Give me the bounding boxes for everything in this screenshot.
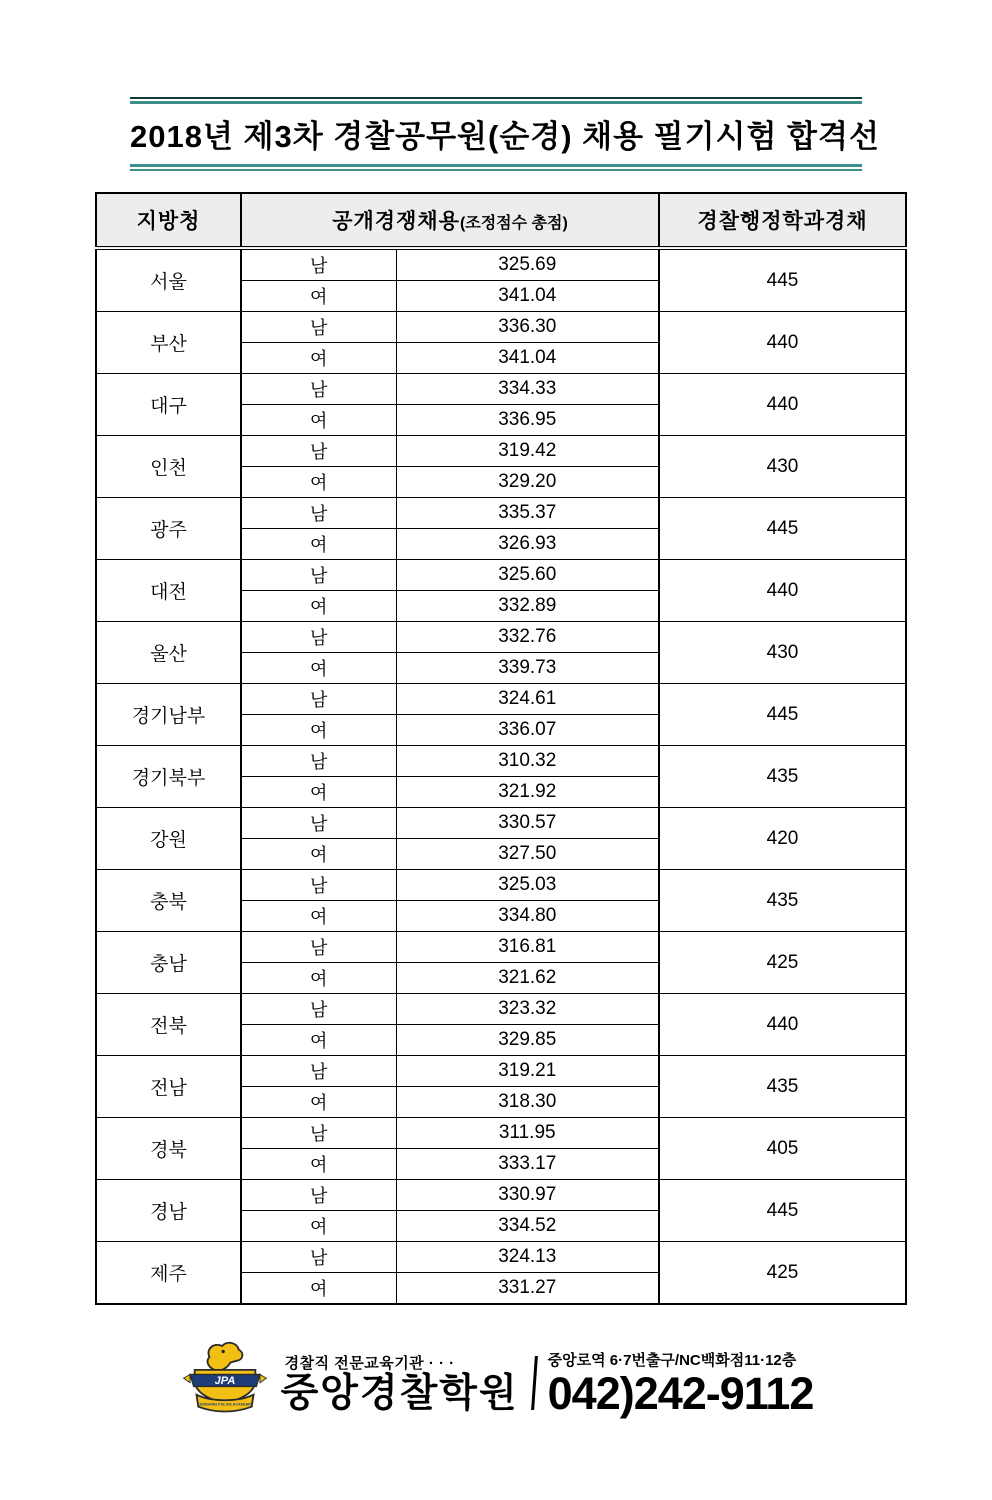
gender-female-cell: 여 bbox=[241, 715, 396, 746]
page-title: 2018년 제3차 경찰공무원(순경) 채용 필기시험 합격선 bbox=[130, 119, 880, 154]
admin-score-cell: 425 bbox=[659, 1242, 906, 1305]
male-score-cell: 324.13 bbox=[396, 1242, 659, 1273]
admin-score-cell: 435 bbox=[659, 746, 906, 808]
male-score-cell: 334.33 bbox=[396, 374, 659, 405]
admin-score-cell: 445 bbox=[659, 1180, 906, 1242]
gender-female-cell: 여 bbox=[241, 591, 396, 622]
footer-tagline: 경찰직 전문교육기관 · · · bbox=[284, 1354, 455, 1372]
header-open-recruit bbox=[241, 193, 659, 248]
female-score-cell: 334.52 bbox=[396, 1211, 659, 1242]
gender-male-cell: 남 bbox=[241, 312, 396, 343]
admin-score-cell: 445 bbox=[659, 684, 906, 746]
female-score-cell: 341.04 bbox=[396, 343, 659, 374]
male-score-cell: 330.97 bbox=[396, 1180, 659, 1211]
region-cell: 제주 bbox=[96, 1242, 241, 1305]
table-row bbox=[96, 498, 906, 529]
contact-block bbox=[547, 1349, 814, 1419]
region-cell: 대구 bbox=[96, 374, 241, 436]
male-score-cell: 336.30 bbox=[396, 312, 659, 343]
academy-name: 중앙경찰학원 bbox=[280, 1371, 519, 1415]
table-row bbox=[96, 1242, 906, 1273]
male-score-cell: 319.42 bbox=[396, 436, 659, 467]
male-score-cell: 316.81 bbox=[396, 932, 659, 963]
title-banner bbox=[130, 97, 880, 171]
female-score-cell: 332.89 bbox=[396, 591, 659, 622]
gender-male-cell: 남 bbox=[241, 560, 396, 591]
female-score-cell: 339.73 bbox=[396, 653, 659, 684]
male-score-cell: 319.21 bbox=[396, 1056, 659, 1087]
region-cell: 서울 bbox=[96, 248, 241, 312]
female-score-cell: 321.92 bbox=[396, 777, 659, 808]
gender-female-cell: 여 bbox=[241, 1149, 396, 1180]
male-score-cell: 325.69 bbox=[396, 248, 659, 281]
female-score-cell: 329.20 bbox=[396, 467, 659, 498]
female-score-cell: 334.80 bbox=[396, 901, 659, 932]
table-row bbox=[96, 684, 906, 715]
gender-female-cell: 여 bbox=[241, 1025, 396, 1056]
table-row bbox=[96, 622, 906, 653]
gender-male-cell: 남 bbox=[241, 1056, 396, 1087]
pass-score-table bbox=[95, 192, 907, 1305]
female-score-cell: 331.27 bbox=[396, 1273, 659, 1305]
document-page bbox=[0, 97, 992, 1500]
table-header-row bbox=[96, 193, 906, 248]
gender-male-cell: 남 bbox=[241, 622, 396, 653]
gender-female-cell: 여 bbox=[241, 529, 396, 560]
gender-male-cell: 남 bbox=[241, 746, 396, 777]
admin-score-cell: 440 bbox=[659, 994, 906, 1056]
logo-ribbon-text: JUNGANG POLICE ACADEMY bbox=[198, 1402, 251, 1407]
header-open-recruit-main: 공개경쟁채용 bbox=[332, 210, 460, 233]
admin-score-cell: 435 bbox=[659, 1056, 906, 1118]
male-score-cell: 325.60 bbox=[396, 560, 659, 591]
footer-phone: 042)242-9112 bbox=[547, 1368, 814, 1419]
title-rule-bottom-thin bbox=[130, 169, 862, 171]
female-score-cell: 336.95 bbox=[396, 405, 659, 436]
male-score-cell: 311.95 bbox=[396, 1118, 659, 1149]
region-cell: 경기남부 bbox=[96, 684, 241, 746]
table-row bbox=[96, 436, 906, 467]
male-score-cell: 332.76 bbox=[396, 622, 659, 653]
female-score-cell: 333.17 bbox=[396, 1149, 659, 1180]
eagle-head-icon bbox=[207, 1343, 242, 1371]
female-score-cell: 326.93 bbox=[396, 529, 659, 560]
brand-block bbox=[281, 1352, 519, 1414]
gender-male-cell: 남 bbox=[241, 498, 396, 529]
logo-monogram: JPA bbox=[214, 1375, 235, 1388]
gender-female-cell: 여 bbox=[241, 405, 396, 436]
region-cell: 강원 bbox=[96, 808, 241, 870]
admin-score-cell: 430 bbox=[659, 436, 906, 498]
table-row bbox=[96, 870, 906, 901]
gender-male-cell: 남 bbox=[241, 870, 396, 901]
table-row bbox=[96, 746, 906, 777]
region-cell: 인천 bbox=[96, 436, 241, 498]
gender-male-cell: 남 bbox=[241, 932, 396, 963]
region-cell: 경북 bbox=[96, 1118, 241, 1180]
gender-female-cell: 여 bbox=[241, 1087, 396, 1118]
table-row bbox=[96, 932, 906, 963]
table-row bbox=[96, 808, 906, 839]
title-rule-top-thin bbox=[130, 97, 862, 99]
gender-female-cell: 여 bbox=[241, 467, 396, 498]
gender-female-cell: 여 bbox=[241, 281, 396, 312]
footer-divider bbox=[531, 1356, 538, 1410]
male-score-cell: 330.57 bbox=[396, 808, 659, 839]
region-cell: 충북 bbox=[96, 870, 241, 932]
region-cell: 대전 bbox=[96, 560, 241, 622]
male-score-cell: 325.03 bbox=[396, 870, 659, 901]
gender-male-cell: 남 bbox=[241, 1118, 396, 1149]
footer bbox=[0, 1341, 992, 1424]
gender-female-cell: 여 bbox=[241, 343, 396, 374]
gender-male-cell: 남 bbox=[241, 808, 396, 839]
gender-male-cell: 남 bbox=[241, 436, 396, 467]
gender-female-cell: 여 bbox=[241, 653, 396, 684]
gender-female-cell: 여 bbox=[241, 839, 396, 870]
gender-female-cell: 여 bbox=[241, 1211, 396, 1242]
admin-score-cell: 440 bbox=[659, 312, 906, 374]
admin-score-cell: 440 bbox=[659, 560, 906, 622]
jpa-logo bbox=[179, 1341, 271, 1424]
female-score-cell: 341.04 bbox=[396, 281, 659, 312]
table-body bbox=[96, 248, 906, 1304]
header-open-recruit-sub: (조정점수 총점) bbox=[459, 215, 568, 232]
gender-female-cell: 여 bbox=[241, 1273, 396, 1305]
female-score-cell: 329.85 bbox=[396, 1025, 659, 1056]
male-score-cell: 324.61 bbox=[396, 684, 659, 715]
admin-score-cell: 445 bbox=[659, 248, 906, 312]
region-cell: 경기북부 bbox=[96, 746, 241, 808]
table-row bbox=[96, 312, 906, 343]
table-row bbox=[96, 248, 906, 281]
female-score-cell: 321.62 bbox=[396, 963, 659, 994]
female-score-cell: 336.07 bbox=[396, 715, 659, 746]
table-row bbox=[96, 1056, 906, 1087]
gender-male-cell: 남 bbox=[241, 1180, 396, 1211]
gender-male-cell: 남 bbox=[241, 1242, 396, 1273]
female-score-cell: 318.30 bbox=[396, 1087, 659, 1118]
header-region: 지방청 bbox=[96, 193, 241, 248]
admin-score-cell: 445 bbox=[659, 498, 906, 560]
region-cell: 광주 bbox=[96, 498, 241, 560]
gender-male-cell: 남 bbox=[241, 374, 396, 405]
region-cell: 부산 bbox=[96, 312, 241, 374]
table-row bbox=[96, 560, 906, 591]
admin-score-cell: 435 bbox=[659, 870, 906, 932]
admin-score-cell: 440 bbox=[659, 374, 906, 436]
admin-score-cell: 425 bbox=[659, 932, 906, 994]
table-row bbox=[96, 994, 906, 1025]
region-cell: 경남 bbox=[96, 1180, 241, 1242]
female-score-cell: 327.50 bbox=[396, 839, 659, 870]
male-score-cell: 323.32 bbox=[396, 994, 659, 1025]
gender-female-cell: 여 bbox=[241, 963, 396, 994]
table-row bbox=[96, 1180, 906, 1211]
header-police-admin: 경찰행정학과경채 bbox=[659, 193, 906, 248]
gender-female-cell: 여 bbox=[241, 777, 396, 808]
gender-female-cell: 여 bbox=[241, 901, 396, 932]
male-score-cell: 335.37 bbox=[396, 498, 659, 529]
title-rule-bottom-thick bbox=[130, 164, 862, 167]
male-score-cell: 310.32 bbox=[396, 746, 659, 777]
admin-score-cell: 430 bbox=[659, 622, 906, 684]
gender-male-cell: 남 bbox=[241, 994, 396, 1025]
footer-address: 중앙로역 6·7번출구/NC백화점11·12층 bbox=[547, 1352, 797, 1369]
region-cell: 전북 bbox=[96, 994, 241, 1056]
gender-male-cell: 남 bbox=[241, 684, 396, 715]
gender-male-cell: 남 bbox=[241, 248, 396, 281]
admin-score-cell: 405 bbox=[659, 1118, 906, 1180]
region-cell: 전남 bbox=[96, 1056, 241, 1118]
table-row bbox=[96, 374, 906, 405]
region-cell: 충남 bbox=[96, 932, 241, 994]
table-row bbox=[96, 1118, 906, 1149]
admin-score-cell: 420 bbox=[659, 808, 906, 870]
region-cell: 울산 bbox=[96, 622, 241, 684]
